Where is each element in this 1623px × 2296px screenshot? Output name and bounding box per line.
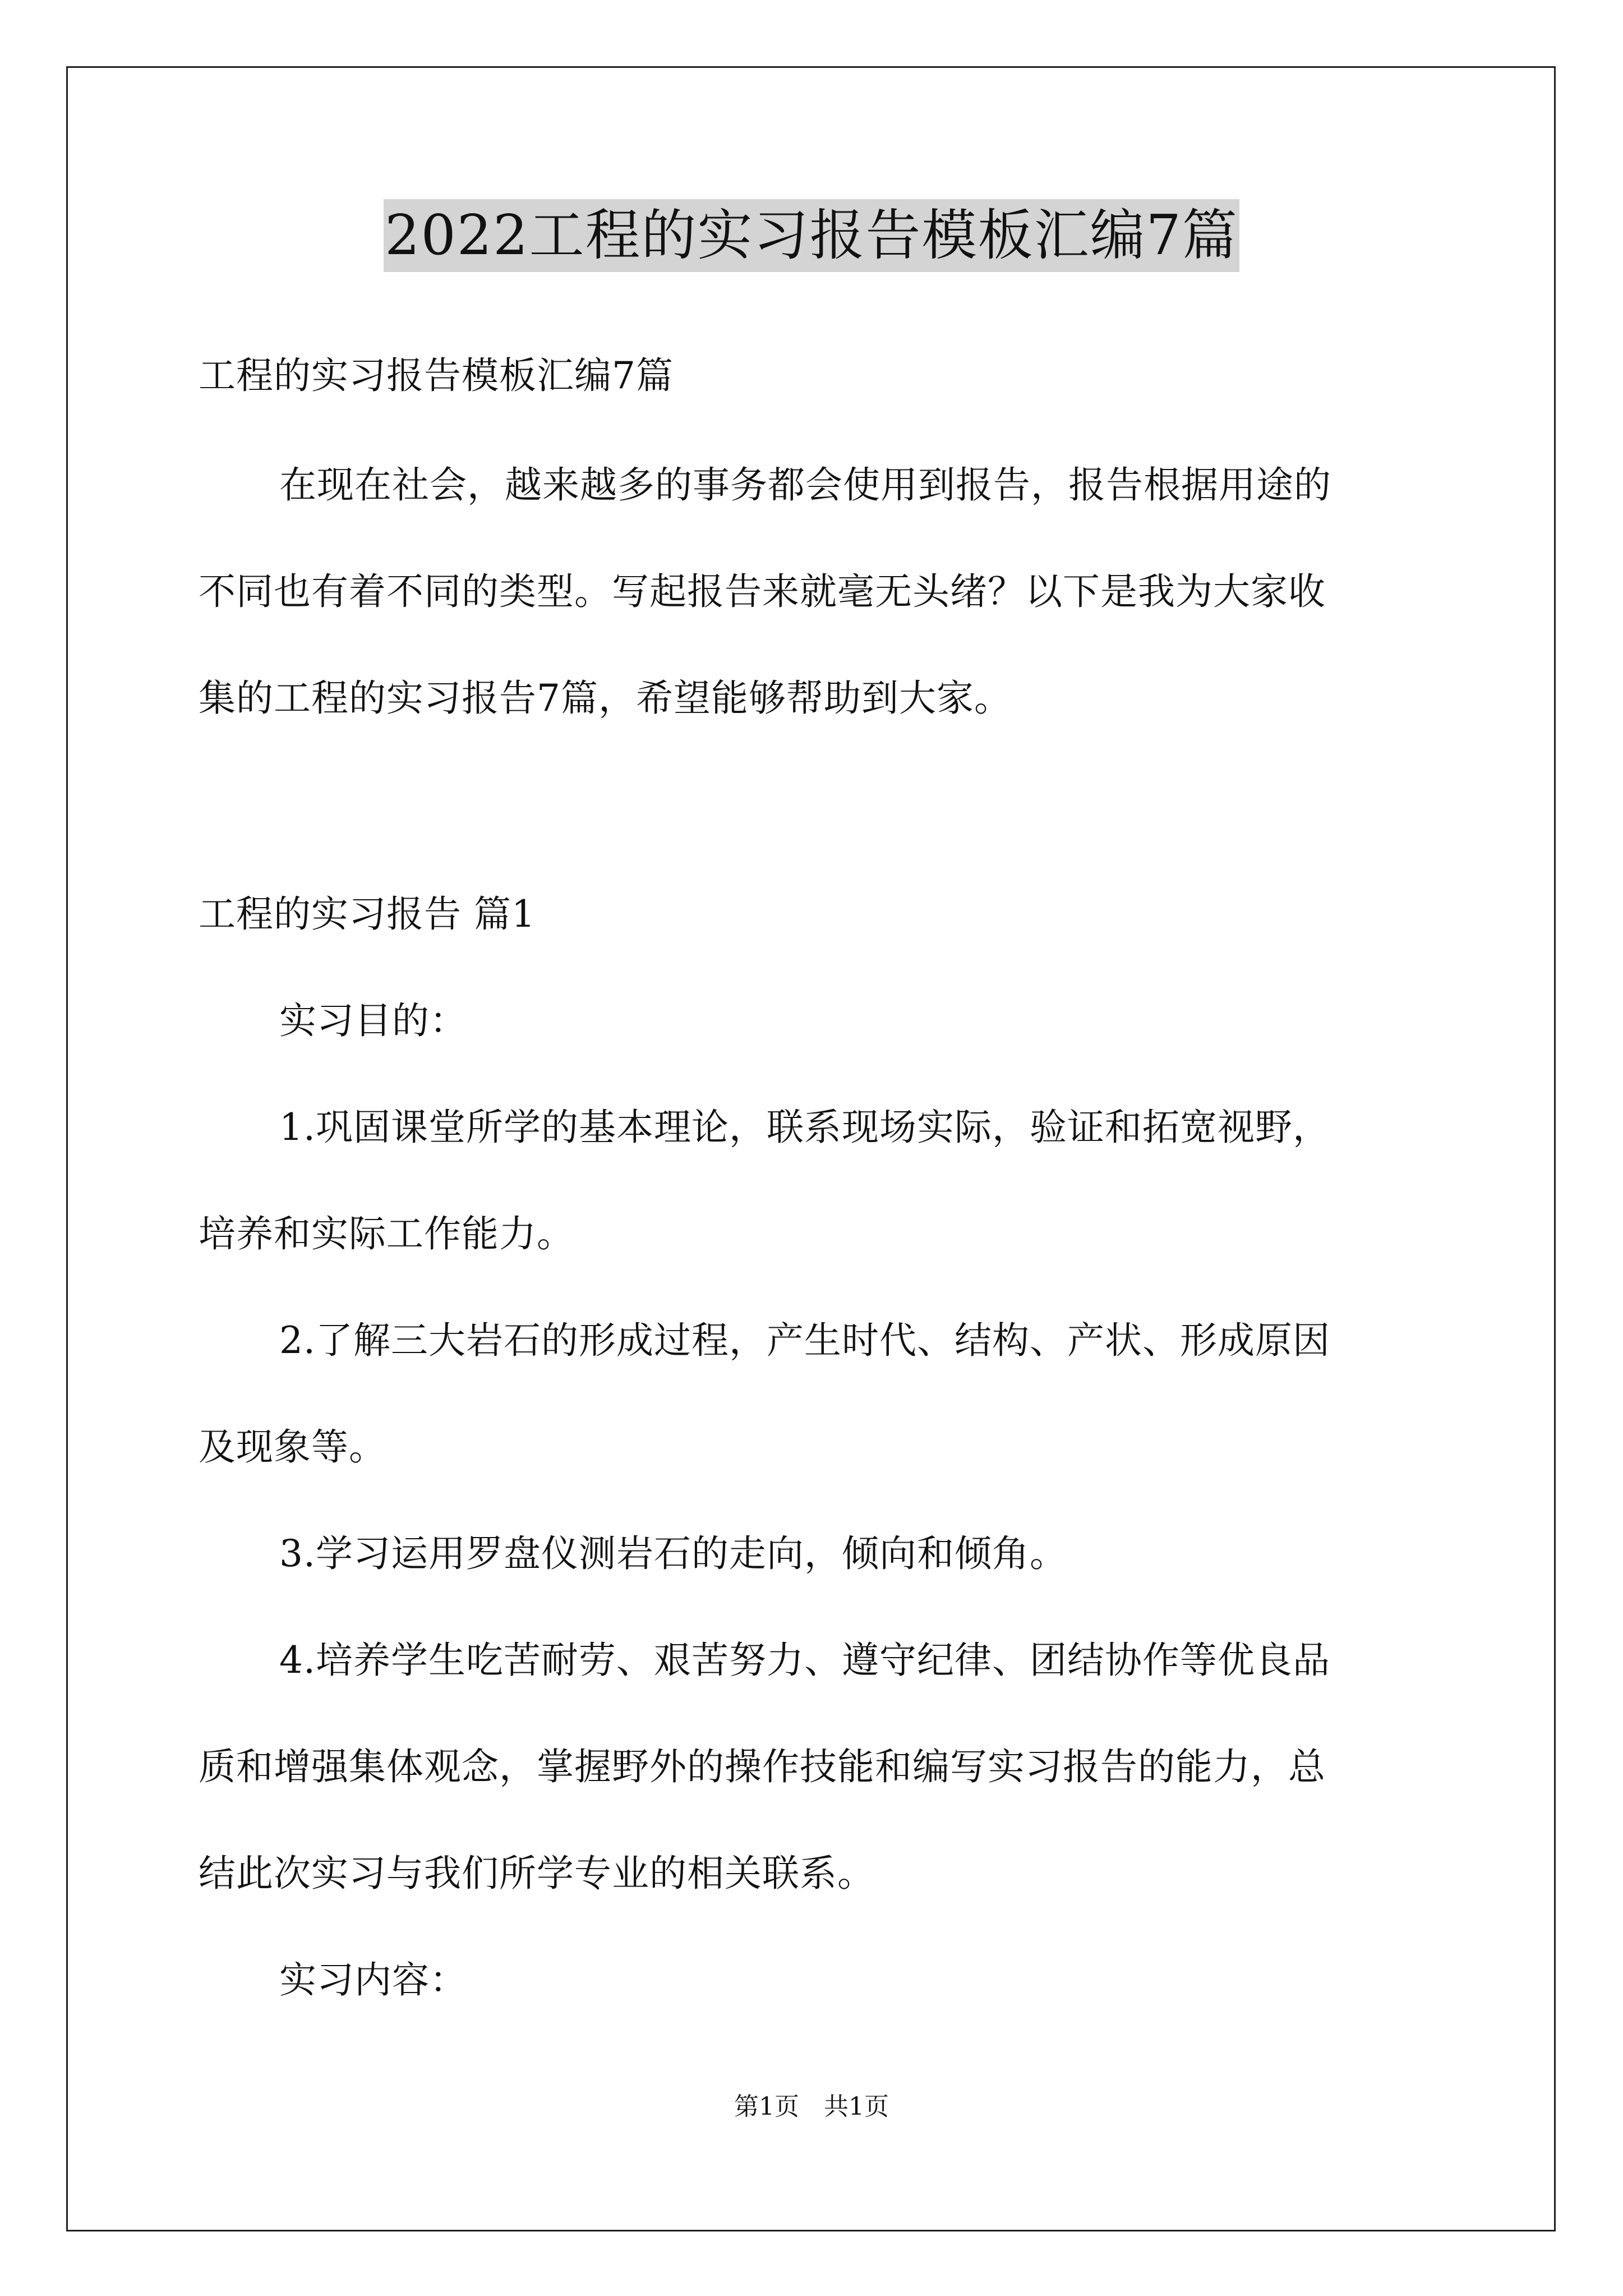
document-subtitle: 工程的实习报告模板汇编7篇 [199, 354, 674, 397]
content-heading: 实习内容： [279, 1958, 467, 2001]
section-heading: 工程的实习报告 篇1 [199, 892, 536, 936]
page-number-footer: 第1页 共1页 [734, 2092, 889, 2121]
intro-line-3: 集的工程的实习报告7篇，希望能够帮助到大家。 [199, 677, 1012, 720]
item-line-6: 4.培养学生吃苦耐劳、艰苦努力、遵守纪律、团结协作等优良品 [279, 1639, 1330, 1682]
item-line-2: 培养和实际工作能力。 [199, 1212, 574, 1255]
title-container [0, 199, 1623, 272]
item-line-4: 及现象等。 [199, 1425, 386, 1469]
intro-line-1: 在现在社会，越来越多的事务都会使用到报告，报告根据用途的 [279, 463, 1331, 507]
purpose-heading: 实习目的： [279, 999, 467, 1042]
document-title: 2022工程的实习报告模板汇编7篇 [384, 199, 1239, 272]
intro-line-2: 不同也有着不同的类型。写起报告来就毫无头绪？以下是我为大家收 [199, 570, 1326, 613]
item-line-5: 3.学习运用罗盘仪测岩石的走向，倾向和倾角。 [279, 1532, 1067, 1575]
item-line-3: 2.了解三大岩石的形成过程，产生时代、结构、产状、形成原因 [279, 1319, 1330, 1362]
item-line-7: 质和增强集体观念，掌握野外的操作技能和编写实习报告的能力，总 [199, 1745, 1326, 1788]
item-line-1: 1.巩固课堂所学的基本理论，联系现场实际，验证和拓宽视野， [279, 1106, 1330, 1149]
item-line-8: 结此次实习与我们所学专业的相关联系。 [199, 1852, 875, 1895]
